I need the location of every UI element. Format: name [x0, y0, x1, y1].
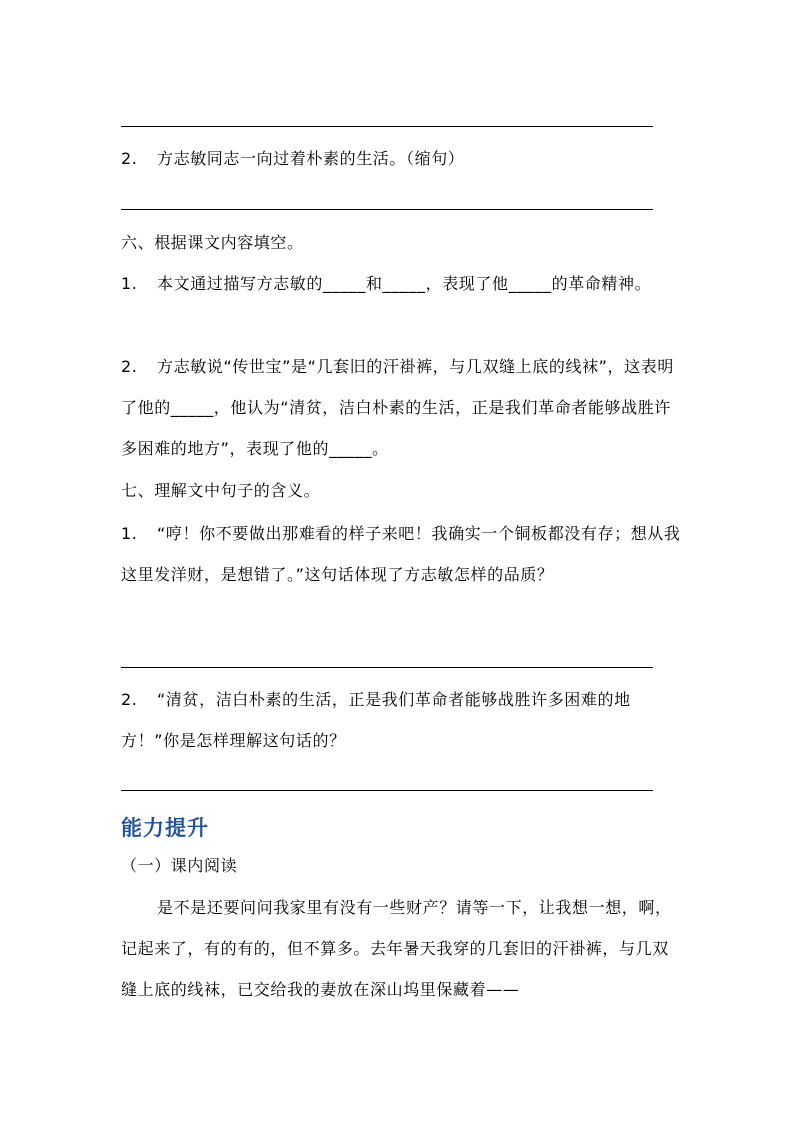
section-title	[121, 470, 681, 511]
reading-passage: 是不是还要问问我家里有没有一些财产？请等一下，让我想一想，啊，记起来了，有的有的，但不算多。去年暑天我穿的几套旧的汗褂裤，与几双缝上底的线袜，已交给我的妻放在深山坞里保藏着——	[121, 898, 672, 999]
question-item	[121, 346, 681, 469]
section-title-text: 六、根据课文内容填空。	[121, 233, 304, 252]
question-text: “清贫，洁白朴素的生活，正是我们革命者能够战胜许多困难的地方！”你是怎样理解这句话的？	[121, 690, 631, 750]
question-text: 方志敏说“传世宝”是“几套旧的汗褂裤，与几双缝上底的线袜”，这表明了他的_____，他认为“清贫，洁白朴素的生活，正是我们革命者能够战胜许多困难的地方”，表现了他的_____。	[121, 357, 674, 458]
answer-line	[121, 126, 653, 127]
question-item	[121, 263, 681, 304]
question-text: 本文通过描写方志敏的_____和_____，表现了他_____的革命精神。	[157, 274, 652, 293]
answer-line	[121, 790, 653, 791]
question-text: 方志敏同志一向过着朴素的生活。（缩句）	[157, 149, 465, 168]
question-item	[121, 138, 681, 179]
question-number: 1.	[121, 274, 138, 293]
section-heading: 能力提升	[121, 816, 209, 840]
question-item	[121, 679, 681, 761]
section-title-text: 七、理解文中句子的含义。	[121, 481, 321, 500]
answer-line	[121, 667, 653, 668]
question-number: 2.	[121, 149, 138, 168]
question-number: 2.	[121, 357, 138, 376]
subsection-title-text: （一）课内阅读	[121, 856, 238, 875]
answer-line	[121, 209, 653, 210]
question-number: 2.	[121, 690, 138, 709]
question-item	[121, 513, 681, 595]
section-title	[121, 222, 681, 263]
question-text: “哼！你不要做出那难看的样子来吧！我确实一个铜板都没有存；想从我这里发洋财，是想错了。”这句话体现了方志敏怎样的品质？	[121, 524, 681, 584]
question-number: 1.	[121, 524, 138, 543]
subsection-title	[121, 845, 681, 886]
